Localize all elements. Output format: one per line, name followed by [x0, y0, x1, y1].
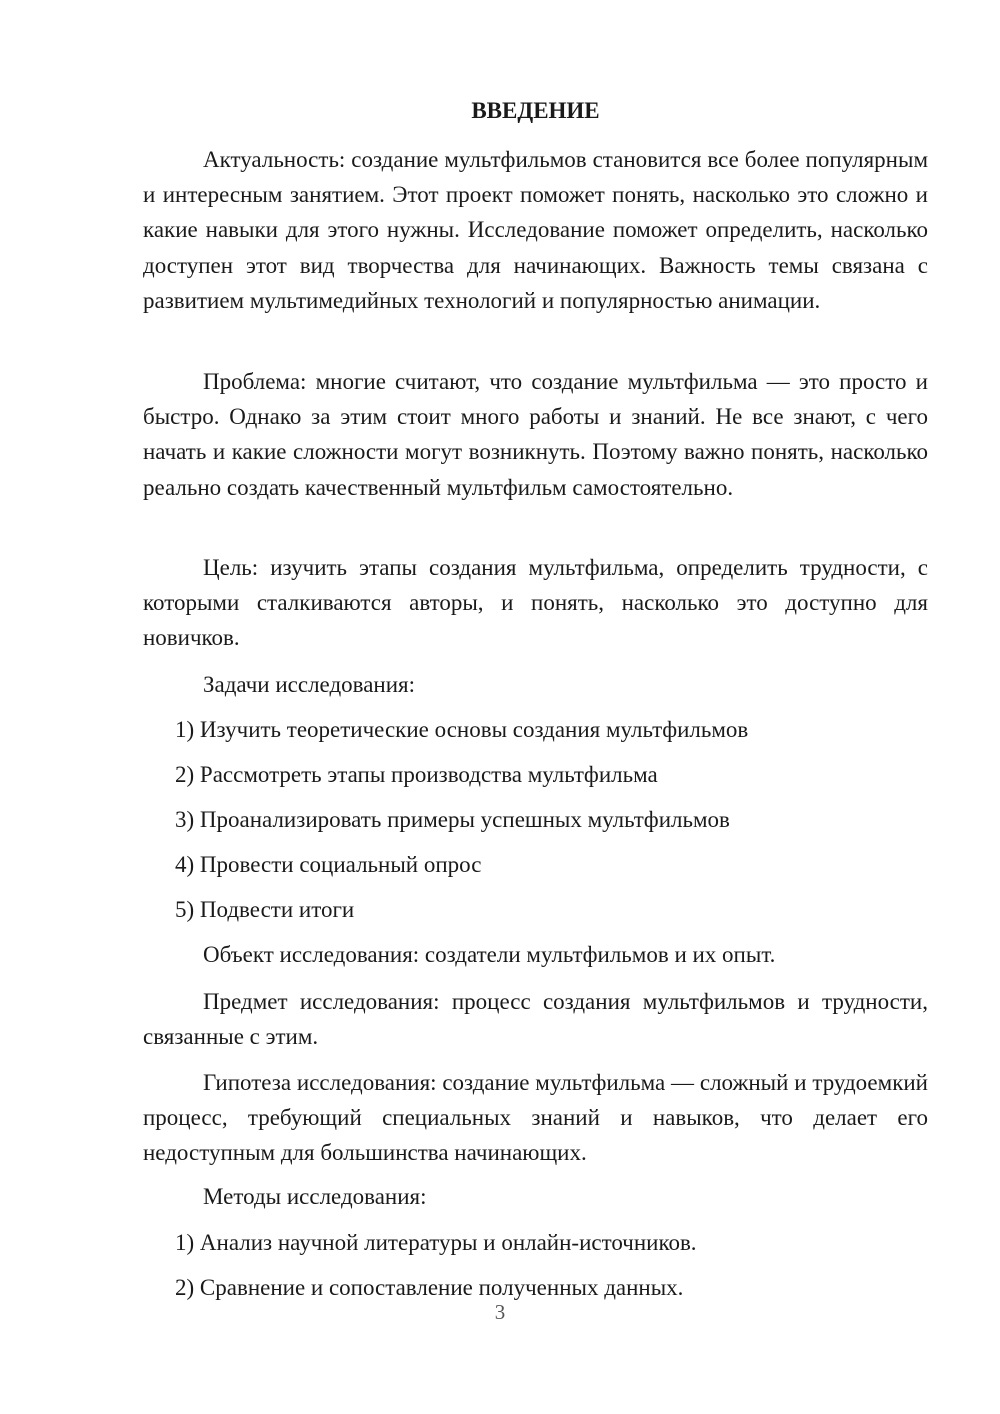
methods-heading: Методы исследования:	[203, 1184, 427, 1209]
subject-paragraph: Предмет исследования: процесс создания мультфильмов и трудности, связанные с этим.	[143, 989, 928, 1050]
goal-paragraph: Цель: изучить этапы создания мультфильма, определить трудности, с которыми сталкиваются авторы, и понять, насколько это доступно для новичков.	[143, 555, 928, 651]
task-item: 2) Рассмотреть этапы производства мультфильма	[175, 762, 658, 787]
hypothesis-paragraph: Гипотеза исследования: создание мультфильма — сложный и трудоемкий процесс, требующий специальных знаний и навыков, что делает его недоступным для большинства начинающих.	[143, 1070, 928, 1166]
method-item: 2) Сравнение и сопоставление полученных данных.	[175, 1275, 684, 1300]
method-item: 1) Анализ научной литературы и онлайн-источников.	[175, 1230, 697, 1255]
relevance-paragraph: Актуальность: создание мультфильмов становится все более популярным и интересным занятием. Этот проект поможет понять, насколько это сложно и какие навыки для этого нужны. Исследование поможет определить, насколько доступен этот вид творчества для начинающих. Важность темы связана с развитием мультимедийных технологий и популярностью анимации.	[143, 147, 928, 313]
task-item: 5) Подвести итоги	[175, 897, 355, 922]
object-paragraph: Объект исследования: создатели мультфильмов и их опыт.	[203, 942, 776, 967]
page-number: 3	[494, 1300, 506, 1324]
page-title: ВВЕДЕНИЕ	[471, 98, 600, 123]
tasks-heading: Задачи исследования:	[203, 672, 416, 697]
task-item: 3) Проанализировать примеры успешных мультфильмов	[175, 807, 730, 832]
task-item: 1) Изучить теоретические основы создания мультфильмов	[175, 717, 749, 742]
task-item: 4) Провести социальный опрос	[175, 852, 482, 877]
problem-paragraph: Проблема: многие считают, что создание мультфильма — это просто и быстро. Однако за этим стоит много работы и знаний. Не все знают, с чего начать и какие сложности могут возникнуть. Поэтому важно понять, насколько реально создать качественный мультфильм самостоятельно.	[143, 369, 928, 500]
